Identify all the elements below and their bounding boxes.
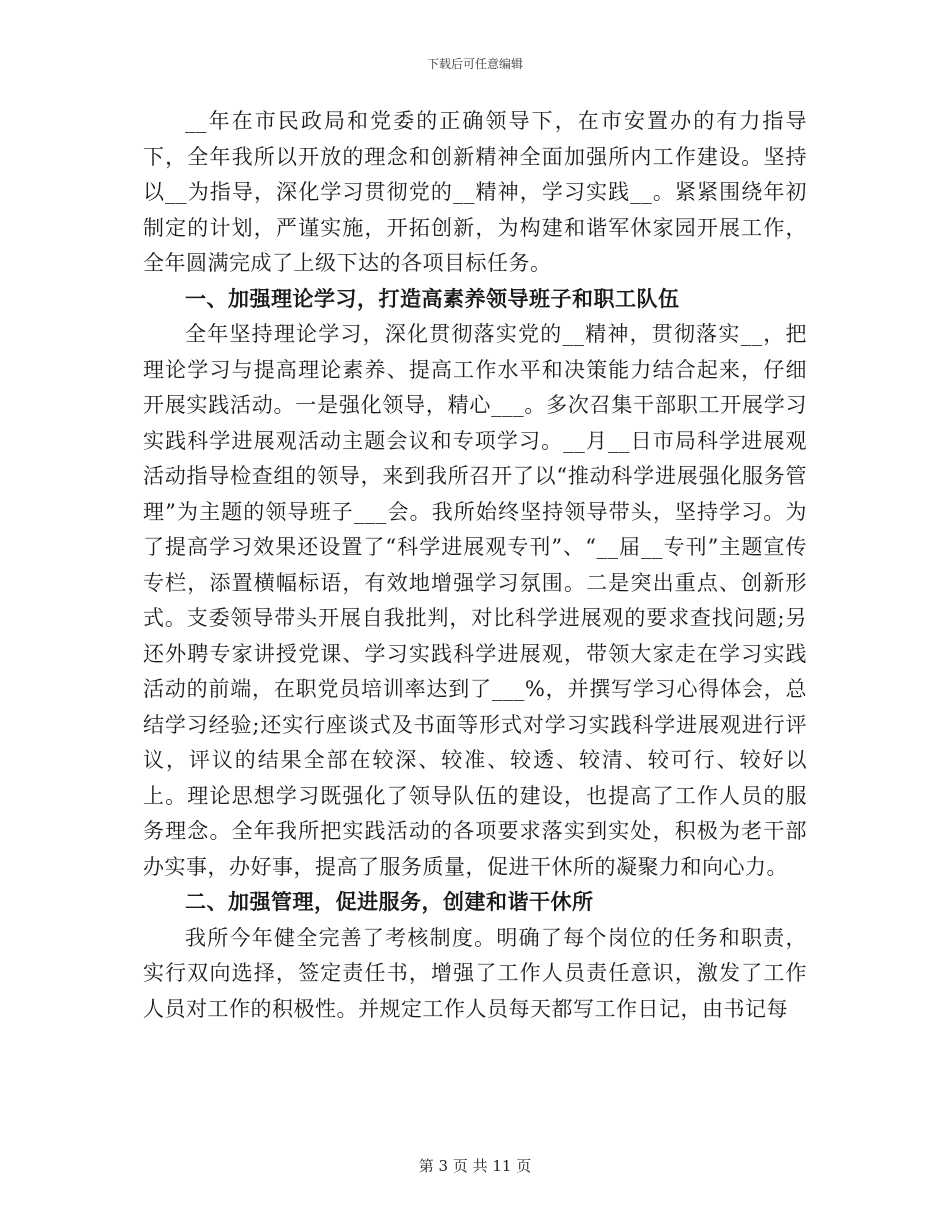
paragraph-intro: __年在市民政局和党委的正确领导下，在市安置办的有力指导下，全年我所以开放的理念和创新精神全面加强所内工作建设。坚持以__为指导，深化学习贯彻党的__精神，学习实践__。紧紧围绕年初制定的计划，严谨实施，开拓创新，为构建和谐军休家园开展工作，全年圆满完成了上级下达的各项目标任务。	[143, 109, 807, 275]
document-body	[143, 104, 807, 1027]
paragraph-section-1: 全年坚持理论学习，深化贯彻落实党的__精神，贯彻落实__，把理论学习与提高理论素养、提高工作水平和决策能力结合起来，仔细开展实践活动。一是强化领导，精心___。多次召集干部职工开展学习实践科学进展观活动主题会议和专项学习。__月__日市局科学进展观活动指导检查组的领导，来到我所召开了以“推动科学进展强化服务管理”为主题的领导班子___会。我所始终坚持领导带头，坚持学习。为了提高学习效果还设置了“科学进展观专刊”、“__届__专刊”主题宣传专栏，添置横幅标语，有效地增强学习氛围。二是突出重点、创新形式。支委领导带头开展自我批判，对比科学进展观的要求查找问题;另还外聘专家讲授党课、学习实践科学进展观，带领大家走在学习实践活动的前端，在职党员培训率达到了___%，并撰写学习心得体会，总结学习经验;还实行座谈式及书面等形式对学习实践科学进展观进行评议，评议的结果全部在较深、较准、较透、较清、较可行、较好以上。理论思想学习既强化了领导队伍的建设，也提高了工作人员的服务理念。全年我所把实践活动的各项要求落实到实处，积极为老干部办实事，办好事，提高了服务质量，促进干休所的凝聚力和向心力。	[143, 322, 807, 879]
header-note: 下载后可任意编辑	[426, 57, 523, 71]
page-number: 第 3 页 共 11 页	[418, 1157, 532, 1175]
section-heading-2: 二、加强管理，促进服务，创建和谐干休所	[185, 890, 594, 914]
paragraph-section-2: 我所今年健全完善了考核制度。明确了每个岗位的任务和职责，实行双向选择，签定责任书，增强了工作人员责任意识，激发了工作人员对工作的积极性。并规定工作人员每天都写工作日记，由书记每	[143, 925, 807, 1021]
section-heading-1: 一、加强理论学习，打造高素养领导班子和职工队伍	[185, 286, 680, 311]
